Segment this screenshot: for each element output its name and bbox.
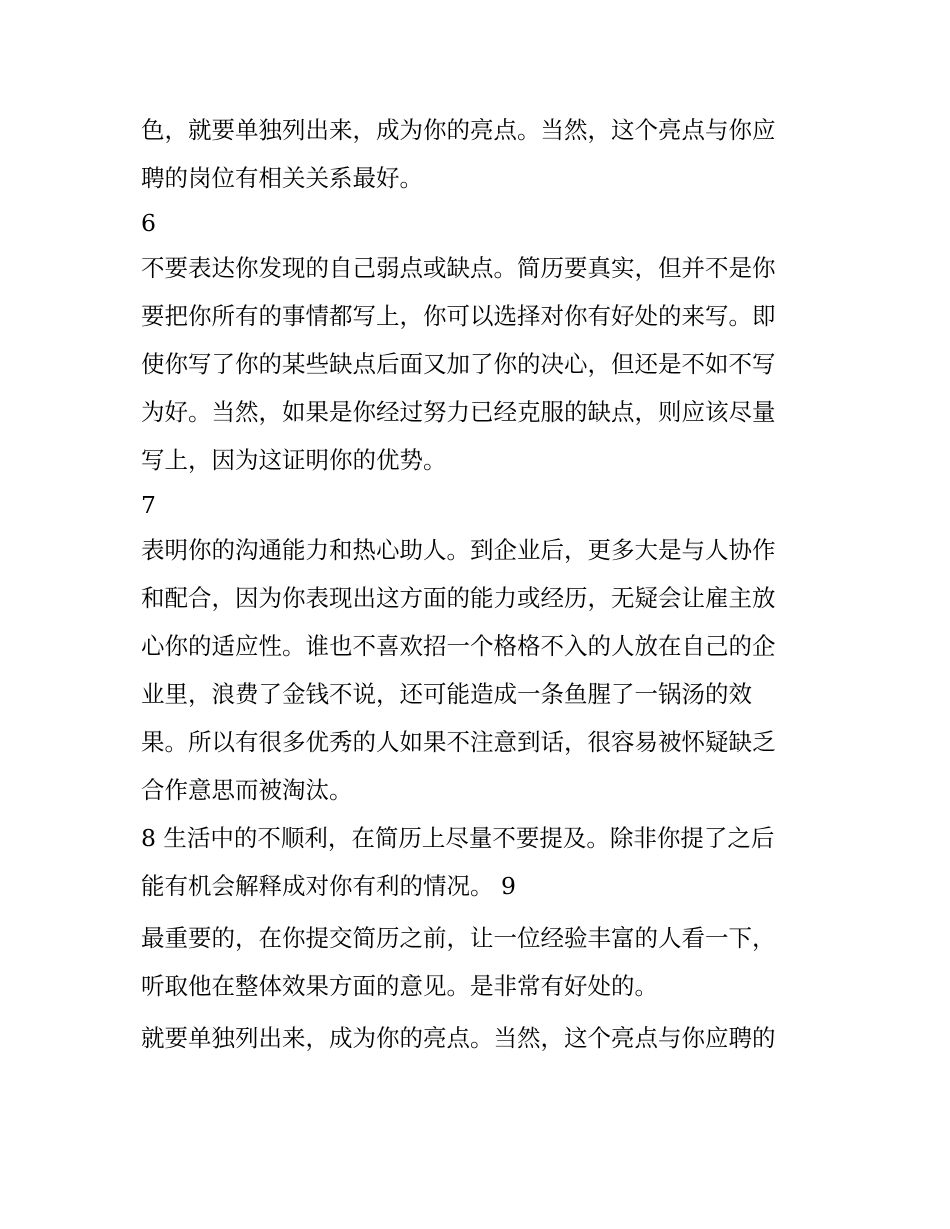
paragraph-line: 为好。当然，如果是你经过努力已经克服的缺点，则应该尽量 <box>141 398 776 426</box>
item-number: 6 <box>141 209 156 237</box>
paragraph-line: 最重要的，在你提交简历之前，让一位经验丰富的人看一下， <box>141 924 776 952</box>
paragraph-line: 就要单独列出来，成为你的亮点。当然，这个亮点与你应聘的 <box>141 1024 776 1052</box>
paragraph-line: 能有机会解释成对你有利的情况。 9 <box>141 872 516 900</box>
paragraph-line: 要把你所有的事情都写上，你可以选择对你有好处的来写。即 <box>141 302 776 330</box>
paragraph-line: 聘的岗位有相关关系最好。 <box>141 164 423 192</box>
paragraph-line: 使你写了你的某些缺点后面又加了你的决心，但还是不如不写 <box>141 350 776 378</box>
paragraph-line: 色，就要单独列出来，成为你的亮点。当然，这个亮点与你应 <box>141 116 776 144</box>
item-number: 7 <box>141 491 156 519</box>
paragraph-line: 听取他在整体效果方面的意见。是非常有好处的。 <box>141 972 658 1000</box>
paragraph-line: 表明你的沟通能力和热心助人。到企业后，更多大是与人协作 <box>141 536 776 564</box>
document-body <box>141 106 821 1062</box>
paragraph-line: 8 生活中的不顺利，在简历上尽量不要提及。除非你提了之后 <box>141 824 775 852</box>
paragraph-line: 和配合，因为你表现出这方面的能力或经历，无疑会让雇主放 <box>141 584 776 612</box>
paragraph-line: 业里，浪费了金钱不说，还可能造成一条鱼腥了一锅汤的效 <box>141 680 752 708</box>
paragraph-line: 心你的适应性。谁也不喜欢招一个格格不入的人放在自己的企 <box>141 632 776 660</box>
paragraph-line: 果。所以有很多优秀的人如果不注意到话，很容易被怀疑缺乏 <box>141 728 776 756</box>
paragraph-line: 写上，因为这证明你的优势。 <box>141 446 447 474</box>
paragraph-line: 合作意思而被淘汰。 <box>141 776 353 804</box>
paragraph-line: 不要表达你发现的自己弱点或缺点。简历要真实，但并不是你 <box>141 254 776 282</box>
